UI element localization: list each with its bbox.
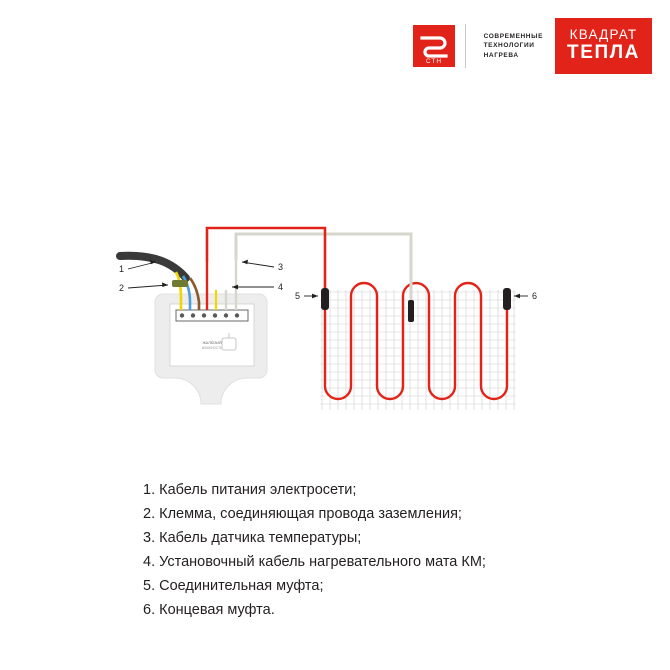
callout-3-label: 3 [278,262,284,272]
coupling-joint [321,288,329,310]
temperature-sensor [408,300,414,322]
installation-diagram [0,150,670,480]
callout-6 [514,291,537,301]
callout-3 [242,260,283,272]
callout-2 [119,282,168,293]
heating-cable-path [325,283,507,399]
heating-mat [320,283,516,410]
callout-1 [119,260,156,274]
thermostat-box [155,294,267,404]
legend-item-2: 2. Клемма, соединяющая провода заземления; [143,506,462,522]
kvadrat-tepla-badge [555,18,652,74]
callout-2-label: 2 [118,283,124,293]
legend-item-1: 1. Кабель питания электросети; [143,482,357,498]
company-tagline-line-2: ТЕХНОЛОГИИ [483,42,535,50]
badge-line-1: КВАДРАТ [569,27,638,43]
callout-4 [232,282,283,292]
legend-item-6: 6. Концевая муфта. [143,602,275,618]
ground-terminal-clamp [172,280,188,287]
legend-item-4: 4. Установочный кабель нагревательного мата КМ; [143,554,486,570]
legend-item-5: 5. Соединительная муфта; [143,578,324,594]
stn-logo-icon [413,25,455,67]
callout-1-label: 1 [118,264,124,274]
thermostat-brand-line-1: ЖАЛЮЗИЙ [202,341,222,345]
company-tagline [484,32,543,60]
callout-6-label: 6 [532,291,538,301]
legend-item-3: 3. Кабель датчика температуры; [143,530,362,546]
callout-5 [295,291,318,301]
brand-bar [413,18,652,74]
company-tagline-line-1: СОВРЕМЕННЫЕ [483,32,543,40]
logo-divider [465,24,466,68]
badge-line-2: ТЕПЛА [567,41,640,63]
coupling-end [503,288,511,310]
stn-logo [413,18,555,74]
thermostat-brand-line-2: ВЛАЖНОСТЬ [201,346,223,350]
callout-5-label: 5 [294,291,300,301]
legend-list [143,478,563,622]
svg-text:СТН: СТН [425,58,442,65]
company-tagline-line-3: НАГРЕВА [483,51,519,59]
callout-4-label: 4 [278,282,284,292]
mat-installation-cable [207,228,325,290]
